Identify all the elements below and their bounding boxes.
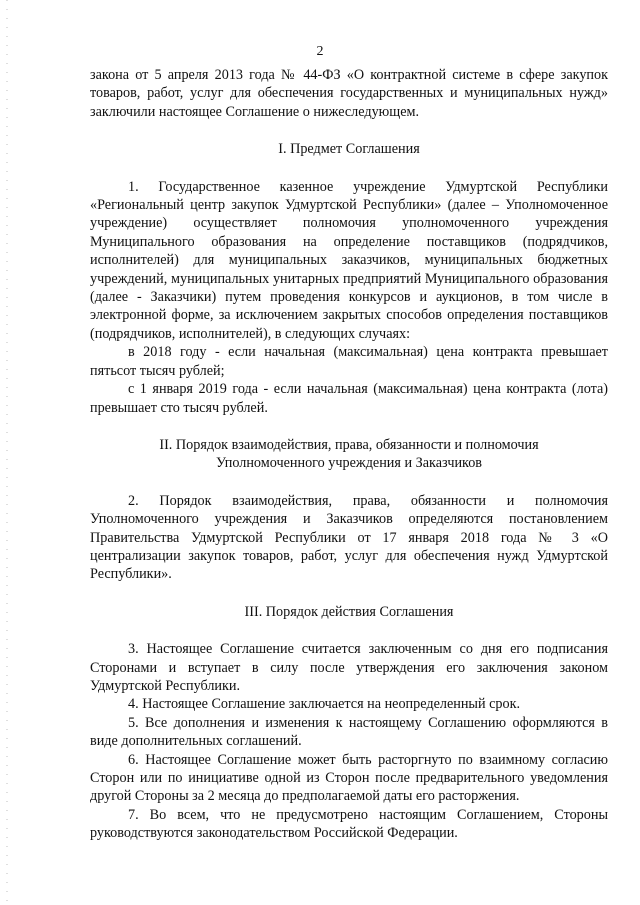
section-3-paragraph-5: 5. Все дополнения и изменения к настоящему Соглашению оформляются в виде дополнительных соглашений. (90, 714, 608, 750)
section-1-paragraph-1: 1. Государственное казенное учреждение Удмуртской Республики «Региональный центр закупок Удмуртской Республики» (далее – Уполномоченное учреждение) осуществляет полномочия уполномоченного учреждения Муниципального образования на определение поставщиков (подрядчиков, исполнителей) для муниципальных заказчиков, муниципальных бюджетных учреждений, муниципальных унитарных предприятий Муниципального образования (далее - Заказчики) путем проведения конкурсов и аукционов, в том числе в электронной форме, за исключением закрытых способов определения поставщиков (подрядчиков, исполнителей), в следующих случаях: (90, 178, 608, 342)
spacer (90, 584, 608, 603)
section-3-heading: III. Порядок действия Соглашения (244, 603, 454, 620)
spacer (90, 417, 608, 436)
spacer (90, 159, 608, 178)
section-2-heading-line-2: Уполномоченного учреждения и Заказчиков (215, 455, 483, 472)
section-1-paragraph-2: в 2018 году - если начальная (максимальная) цена контракта превышает пятьсот тысяч рублей; (90, 344, 608, 379)
document-body (90, 66, 608, 843)
section-3-paragraph-6: 6. Настоящее Соглашение может быть расторгнуто по взаимному согласию Сторон или по инициативе одной из Сторон после предварительного уведомления другой Стороны за 2 месяца до предполагаемой даты его расторжения. (90, 751, 608, 805)
section-3-paragraph-3: 3. Настоящее Соглашение считается заключенным со дня его подписания Сторонами и вступает в силу после утверждения его заключения законом Удмуртской Республики. (90, 641, 608, 694)
spacer (90, 473, 608, 492)
scan-edge-marks (6, 0, 8, 905)
section-3-paragraph-7: 7. Во всем, что не предусмотрено настоящим Соглашением, Стороны руководствуются законодательством Российской Федерации. (90, 806, 608, 842)
page-number: 2 (316, 44, 324, 59)
intro-paragraph: закона от 5 апреля 2013 года № 44-ФЗ «О контрактной системе в сфере закупок товаров, работ, услуг для обеспечения государственных и муниципальных нужд» заключили настоящее Соглашение о нижеследующем. (90, 67, 608, 120)
section-3-paragraph-4: 4. Настоящее Соглашение заключается на неопределенный срок. (128, 696, 521, 713)
spacer (90, 121, 608, 140)
section-1-heading: I. Предмет Соглашения (278, 141, 420, 158)
section-2-paragraph-1: 2. Порядок взаимодействия, права, обязанности и полномочия Уполномоченного учреждения и Заказчиков определяются постановлением Правительства Удмуртской Республики от 17 января 2018 года № 3 «О централизации закупок товаров, работ, услуг для обеспечения нужд Удмуртской Республики». (90, 492, 608, 583)
section-2-heading-line-1: II. Порядок взаимодействия, права, обязанности и полномочия (159, 436, 539, 453)
section-1-paragraph-3: с 1 января 2019 года - если начальная (максимальная) цена контракта (лота) превышает сто тысяч рублей. (90, 381, 608, 416)
spacer (90, 621, 608, 640)
